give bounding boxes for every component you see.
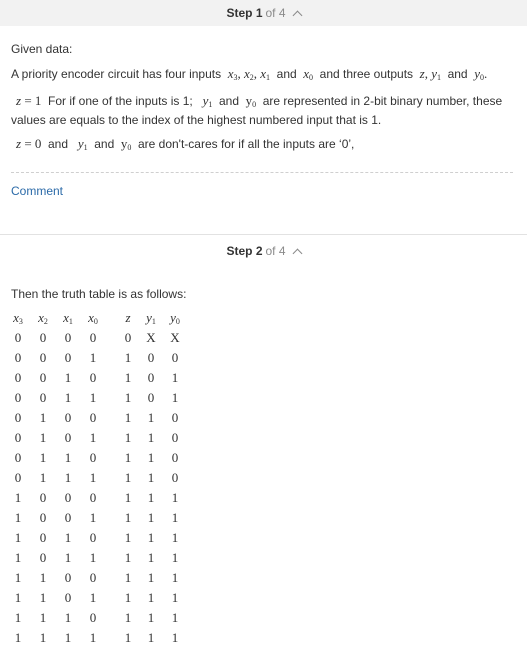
comment-link[interactable]: Comment (11, 184, 64, 198)
step-2-title: Step 2 (226, 244, 263, 258)
table-cell: 0 (14, 450, 22, 465)
table-cell: 1 (124, 570, 132, 585)
table-cell: 0 (89, 530, 97, 545)
table-cell: 0 (147, 350, 155, 365)
divider (11, 172, 513, 173)
table-cell: 1 (171, 550, 179, 565)
table-cell: 0 (64, 490, 72, 505)
table-cell: 1 (147, 470, 155, 485)
table-cell: 1 (171, 370, 179, 385)
step-1-title: Step 1 (226, 6, 263, 20)
table-cell: 1 (147, 610, 155, 625)
given-line-4: z = 0 and $y_1$ and $y_0$ are don't-cares for if all the inputs are ‘0’, (16, 136, 355, 152)
table-cell: 1 (124, 450, 132, 465)
table-cell: 1 (89, 550, 97, 565)
table-cell: 1 (64, 370, 72, 385)
table-cell: 0 (64, 590, 72, 605)
header-y0: $y_0$ (170, 310, 180, 326)
table-cell: 0 (147, 370, 155, 385)
table-cell: 1 (147, 630, 155, 645)
table-cell: 0 (89, 490, 97, 505)
table-cell: 1 (147, 590, 155, 605)
table-cell: 0 (39, 370, 47, 385)
table-cell: 1 (89, 590, 97, 605)
table-cell: 1 (39, 570, 47, 585)
table-cell: 1 (14, 570, 22, 585)
table-cell: 1 (124, 610, 132, 625)
table-cell: 0 (64, 430, 72, 445)
header-z: z (125, 310, 131, 325)
table-cell: 1 (39, 450, 47, 465)
table-cell: 0 (124, 330, 132, 345)
table-cell: 0 (89, 570, 97, 585)
table-cell: 0 (39, 390, 47, 405)
table-cell: 1 (14, 530, 22, 545)
table-cell: 1 (124, 430, 132, 445)
table-cell: 0 (171, 350, 179, 365)
table-cell: 0 (39, 490, 47, 505)
section-divider (0, 234, 527, 235)
table-cell: 0 (171, 470, 179, 485)
table-cell: 0 (14, 330, 22, 345)
table-cell: 1 (171, 510, 179, 525)
table-cell: 1 (64, 530, 72, 545)
given-heading: Given data: (11, 42, 73, 56)
table-cell: 1 (89, 630, 97, 645)
table-cell: 0 (64, 330, 72, 345)
table-cell: 1 (39, 590, 47, 605)
table-cell: X (146, 330, 156, 345)
table-cell: 0 (89, 370, 97, 385)
chevron-up-icon[interactable] (292, 248, 302, 258)
step-1-header[interactable] (0, 0, 527, 26)
table-cell: 0 (14, 470, 22, 485)
header-x0: $x_0$ (88, 310, 98, 326)
table-cell: 1 (171, 490, 179, 505)
table-cell: 1 (124, 490, 132, 505)
table-cell: 1 (147, 510, 155, 525)
header-x2: $x_2$ (38, 310, 48, 326)
table-cell: 1 (147, 450, 155, 465)
table-cell: 1 (147, 490, 155, 505)
table-cell: 1 (14, 550, 22, 565)
table-cell: 1 (39, 610, 47, 625)
table-cell: 1 (147, 570, 155, 585)
table-cell: 1 (39, 410, 47, 425)
table-cell: 1 (147, 530, 155, 545)
table-cell: 1 (14, 510, 22, 525)
table-cell: 0 (171, 450, 179, 465)
truth-table-intro: Then the truth table is as follows: (11, 287, 187, 301)
table-cell: 1 (89, 350, 97, 365)
table-cell: 1 (14, 490, 22, 505)
table-cell: 0 (89, 450, 97, 465)
table-cell: 1 (39, 430, 47, 445)
table-cell: 0 (64, 570, 72, 585)
table-cell: 1 (124, 510, 132, 525)
table-cell: 0 (14, 370, 22, 385)
table-cell: 1 (64, 450, 72, 465)
given-line-3: values are equals to the index of the highest numbered input that is 1. (11, 113, 382, 127)
table-cell: 1 (124, 390, 132, 405)
table-cell: 1 (64, 470, 72, 485)
table-cell: 1 (39, 470, 47, 485)
table-cell: 1 (171, 390, 179, 405)
table-cell: 1 (89, 470, 97, 485)
header-x3: $x_3$ (13, 310, 23, 326)
chevron-up-icon[interactable] (292, 10, 302, 20)
table-cell: 1 (171, 610, 179, 625)
header-y1: $y_1$ (146, 310, 156, 326)
table-cell: 1 (64, 550, 72, 565)
table-cell: 1 (171, 570, 179, 585)
table-cell: 0 (89, 330, 97, 345)
step-1-count: of 4 (265, 6, 286, 20)
table-cell: 1 (124, 470, 132, 485)
given-line-2: z = 1 For if one of the inputs is 1; $y_1$ and $y_0$ are represented in 2-bit binary number, these (16, 93, 503, 109)
table-cell: 0 (147, 390, 155, 405)
table-cell: 1 (39, 630, 47, 645)
table-cell: 0 (64, 350, 72, 365)
header-x1: $x_1$ (63, 310, 73, 326)
step-2-header[interactable] (0, 238, 527, 264)
table-cell: 0 (14, 390, 22, 405)
table-cell: 1 (89, 510, 97, 525)
table-cell: 1 (64, 630, 72, 645)
table-cell: 0 (89, 410, 97, 425)
table-cell: 0 (171, 430, 179, 445)
table-cell: 1 (124, 550, 132, 565)
table-cell: 1 (171, 630, 179, 645)
table-cell: 0 (39, 530, 47, 545)
table-cell: 1 (124, 530, 132, 545)
table-cell: 1 (14, 610, 22, 625)
table-cell: 1 (64, 390, 72, 405)
table-cell: 1 (171, 590, 179, 605)
table-cell: 1 (124, 590, 132, 605)
table-cell: 1 (147, 430, 155, 445)
table-cell: 1 (89, 430, 97, 445)
table-cell: 0 (14, 430, 22, 445)
given-line-1: A priority encoder circuit has four inputs $x_3$, $x_2$, $x_1$ and $x_0$ and three outputs z, $y_1$ and $y_0$. (11, 66, 488, 82)
table-cell: 1 (124, 350, 132, 365)
table-cell: 0 (39, 510, 47, 525)
step-2-count: of 4 (265, 244, 286, 258)
table-cell: 1 (124, 370, 132, 385)
table-cell: 1 (89, 390, 97, 405)
table-cell: 0 (64, 510, 72, 525)
table-cell: 1 (14, 630, 22, 645)
table-cell: 1 (171, 530, 179, 545)
table-cell: 1 (147, 410, 155, 425)
table-cell: 0 (39, 550, 47, 565)
table-cell: 0 (39, 330, 47, 345)
table-cell: 0 (14, 350, 22, 365)
table-cell: 0 (14, 410, 22, 425)
table-cell: 0 (89, 610, 97, 625)
table-cell: 0 (39, 350, 47, 365)
table-cell: 1 (147, 550, 155, 565)
table-cell: 0 (171, 410, 179, 425)
table-cell: 1 (14, 590, 22, 605)
table-cell: 1 (124, 630, 132, 645)
table-cell: 0 (64, 410, 72, 425)
table-cell: X (170, 330, 180, 345)
table-cell: 1 (64, 610, 72, 625)
table-cell: 1 (124, 410, 132, 425)
